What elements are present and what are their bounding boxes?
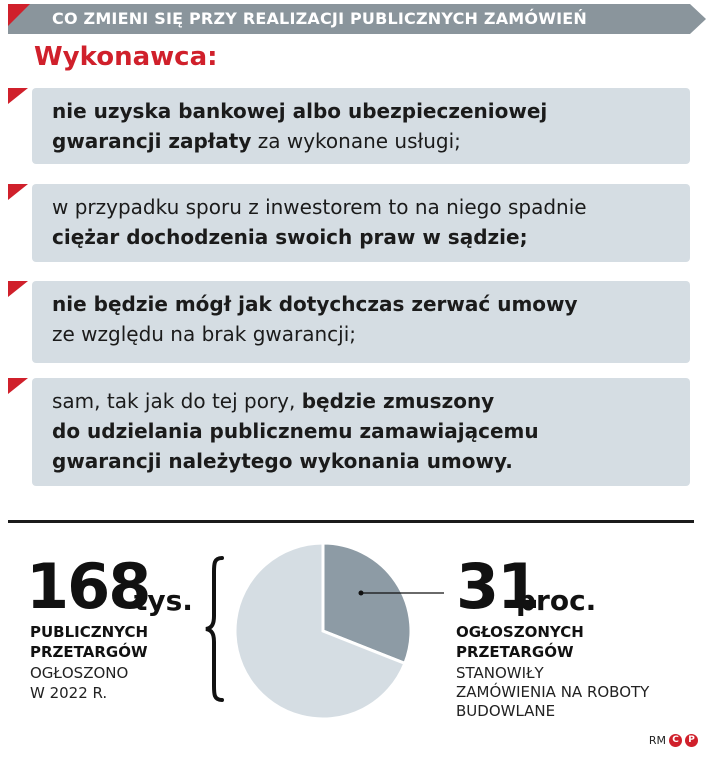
stat-sublabel-right: STANOWIŁY [456,664,544,682]
stat-sublabel-left: W 2022 R. [30,684,108,702]
stat-label-left: PRZETARGÓW [30,643,148,661]
item-text-bold: będzie zmuszony [301,389,495,413]
red-triangle-icon [8,88,28,104]
red-triangle-icon [8,281,28,297]
header-banner [8,4,708,34]
stat-sublabel-left: OGŁOSZONO [30,664,129,682]
credit-initials: RM [648,734,666,747]
item-box [32,184,690,262]
red-triangle-icon [8,184,28,200]
stat-number-right: 31 [456,550,539,623]
stat-unit-right: proc. [516,584,597,617]
cp-logo: C [669,734,682,747]
brace-icon [204,556,226,702]
item-text-regular: w przypadku sporu z inwestorem to na niego spadnie [52,195,587,219]
banner-title: CO ZMIENI SIĘ PRZY REALIZACJI PUBLICZNYCH ZAMÓWIEŃ [52,9,587,28]
item-text-bold: do udzielania publicznemu zamawiającemu [52,419,539,443]
stat-label-right: OGŁOSZONYCH [456,623,584,641]
item-text-bold: gwarancji należytego wykonania umowy. [52,449,513,473]
pointer-line [352,586,444,600]
item-box [32,88,690,164]
item-text [52,96,680,156]
cp-logo: P [685,734,698,747]
item-box [32,281,690,363]
item-text-bold: nie będzie mógł jak dotychczas zerwać umowy [52,292,578,316]
item-text-regular: ze względu na brak gwarancji; [52,322,357,346]
stat-label-left: PUBLICZNYCH [30,623,149,641]
item-text [52,386,680,476]
stat-sublabel-right: ZAMÓWIENIA NA ROBOTY [456,683,650,701]
red-triangle-icon [8,378,28,394]
section-title: Wykonawca: [34,42,218,72]
item-box [32,378,690,486]
stat-sublabel-right: BUDOWLANE [456,702,556,720]
item-text-regular: sam, tak jak do tej pory, [52,389,302,413]
stat-unit-left: tys. [134,584,193,617]
item-text-bold: ciężar dochodzenia swoich praw w sądzie; [52,225,528,249]
pie-chart [232,540,414,722]
item-text-bold: nie uzyska bankowej albo ubezpieczeniowej [52,99,548,123]
stat-number-left: 168 [26,550,150,623]
item-text [52,192,680,252]
credit [649,734,698,747]
item-text-bold: gwarancji zapłaty [52,129,252,153]
item-text [52,289,680,349]
stat-label-right: PRZETARGÓW [456,643,574,661]
divider [8,520,694,523]
item-text-regular: za wykonane usługi; [251,129,461,153]
